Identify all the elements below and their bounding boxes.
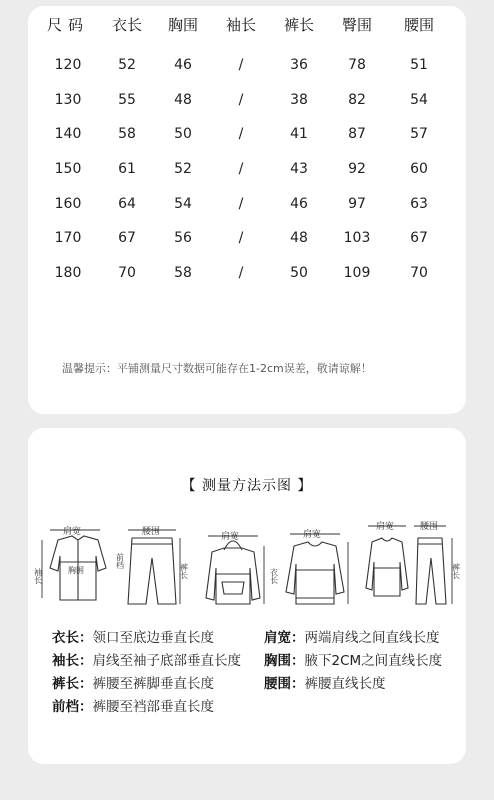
jogger-waist-label: 腰围 xyxy=(420,522,439,532)
legend-waist: 腰围：裤腰直线长度 xyxy=(264,676,386,692)
size-cell: 120 xyxy=(54,57,82,74)
header-pants-length: 裤长 xyxy=(283,15,314,34)
legend-shoulder: 肩宽：两端肩线之间直线长度 xyxy=(264,630,440,646)
hoodie-diagram xyxy=(206,530,264,604)
measurement-cell: 60 xyxy=(410,161,428,178)
method-title: 【 测量方法示图 】 xyxy=(181,478,313,494)
legend-rise: 前档：裤腰至裆部垂直长度 xyxy=(52,699,214,715)
measurement-cell: 78 xyxy=(348,57,366,74)
header-waist: 腰围 xyxy=(403,15,434,34)
size-chart-card xyxy=(28,6,466,414)
legend-length: 衣长：领口至底边垂直长度 xyxy=(52,630,214,646)
jogger-length-label: 裤长 xyxy=(451,563,461,579)
measurement-cell: 55 xyxy=(118,91,136,108)
measurement-cell: 58 xyxy=(174,264,192,281)
header-length: 衣长 xyxy=(111,15,142,34)
jacket-diagram xyxy=(34,525,107,600)
measurement-cell: / xyxy=(238,230,244,247)
measurement-cell: 97 xyxy=(348,195,366,212)
measurement-method-card xyxy=(28,428,466,764)
measurement-cell: 103 xyxy=(343,230,371,247)
measurement-cell: 38 xyxy=(290,91,308,108)
measurement-cell: 50 xyxy=(290,264,308,281)
measurement-cell: 109 xyxy=(343,264,371,281)
measurement-cell: / xyxy=(238,161,244,178)
sweater-shoulder-label: 肩宽 xyxy=(303,530,322,540)
measurement-cell: 67 xyxy=(118,230,136,247)
garment-diagrams xyxy=(28,428,466,628)
pants-diagram xyxy=(116,526,189,604)
measurement-cell: / xyxy=(238,195,244,212)
size-cell: 130 xyxy=(54,91,82,108)
measurement-cell: 56 xyxy=(174,230,192,247)
table-header-row xyxy=(28,6,466,42)
measurement-cell: 70 xyxy=(410,264,428,281)
hoodie-shoulder-label: 肩宽 xyxy=(221,532,240,542)
header-hip: 臀围 xyxy=(341,15,372,34)
pants-rise-label: 前档 xyxy=(115,553,125,569)
jacket-shoulder-label: 肩宽 xyxy=(63,527,82,537)
table-row xyxy=(28,256,466,291)
header-chest: 胸围 xyxy=(167,15,198,34)
header-size: 尺码 xyxy=(46,15,89,34)
measurement-cell: 46 xyxy=(290,195,308,212)
measurement-cell: 70 xyxy=(118,264,136,281)
jacket-sleeve-label: 袖长 xyxy=(33,568,43,584)
sweater-length-label: 衣长 xyxy=(269,568,279,584)
measurement-cell: 46 xyxy=(174,57,192,74)
measurement-cell: 50 xyxy=(174,126,192,143)
measurement-note: 温馨提示：平铺测量尺寸数据可能存在1-2cm误差，敬请谅解！ xyxy=(62,362,372,375)
measurement-cell: 52 xyxy=(118,57,136,74)
legend-chest: 胸围：腋下2CM之间直线长度 xyxy=(264,653,443,669)
measurement-cell: 82 xyxy=(348,91,366,108)
jacket-chest-label: 胸围 xyxy=(68,566,84,575)
measurement-cell: / xyxy=(238,264,244,281)
table-row xyxy=(28,117,466,152)
sweater-diagram xyxy=(270,528,349,604)
table-row xyxy=(28,152,466,187)
measurement-cell: 54 xyxy=(174,195,192,212)
size-cell: 150 xyxy=(54,161,82,178)
measurement-cell: 92 xyxy=(348,161,366,178)
measurement-cell: 48 xyxy=(174,91,192,108)
measurement-cell: / xyxy=(238,126,244,143)
size-cell: 160 xyxy=(54,195,82,212)
header-sleeve: 袖长 xyxy=(225,15,256,34)
sweatshirt-diagram xyxy=(366,520,408,596)
measurement-cell: 67 xyxy=(410,230,428,247)
size-cell: 140 xyxy=(54,126,82,143)
measurement-cell: 58 xyxy=(118,126,136,143)
measurement-cell: 87 xyxy=(348,126,366,143)
size-cell: 180 xyxy=(54,264,82,281)
measurement-cell: 61 xyxy=(118,161,136,178)
measurement-cell: 41 xyxy=(290,126,308,143)
measurement-cell: 57 xyxy=(410,126,428,143)
measurement-cell: 52 xyxy=(174,161,192,178)
measurement-cell: 48 xyxy=(290,230,308,247)
pants-waist-label: 腰围 xyxy=(142,527,161,537)
legend-pants-length: 裤长：裤腰至裤脚垂直长度 xyxy=(52,676,214,692)
measurement-cell: 54 xyxy=(410,91,428,108)
table-row xyxy=(28,48,466,83)
measurement-cell: / xyxy=(238,57,244,74)
measurement-cell: 36 xyxy=(290,57,308,74)
table-row xyxy=(28,83,466,118)
measurement-cell: 63 xyxy=(410,195,428,212)
pants-length-label: 裤长 xyxy=(179,563,189,579)
table-row xyxy=(28,221,466,256)
sweatshirt-shoulder-label: 肩宽 xyxy=(376,522,395,532)
legend-sleeve: 袖长：肩线至袖子底部垂直长度 xyxy=(52,653,241,669)
jogger-diagram xyxy=(414,521,461,604)
table-row xyxy=(28,186,466,221)
measurement-cell: 51 xyxy=(410,57,428,74)
size-table xyxy=(28,6,466,290)
size-cell: 170 xyxy=(54,230,82,247)
measurement-cell: 64 xyxy=(118,195,136,212)
measurement-cell: 43 xyxy=(290,161,308,178)
measurement-cell: / xyxy=(238,91,244,108)
